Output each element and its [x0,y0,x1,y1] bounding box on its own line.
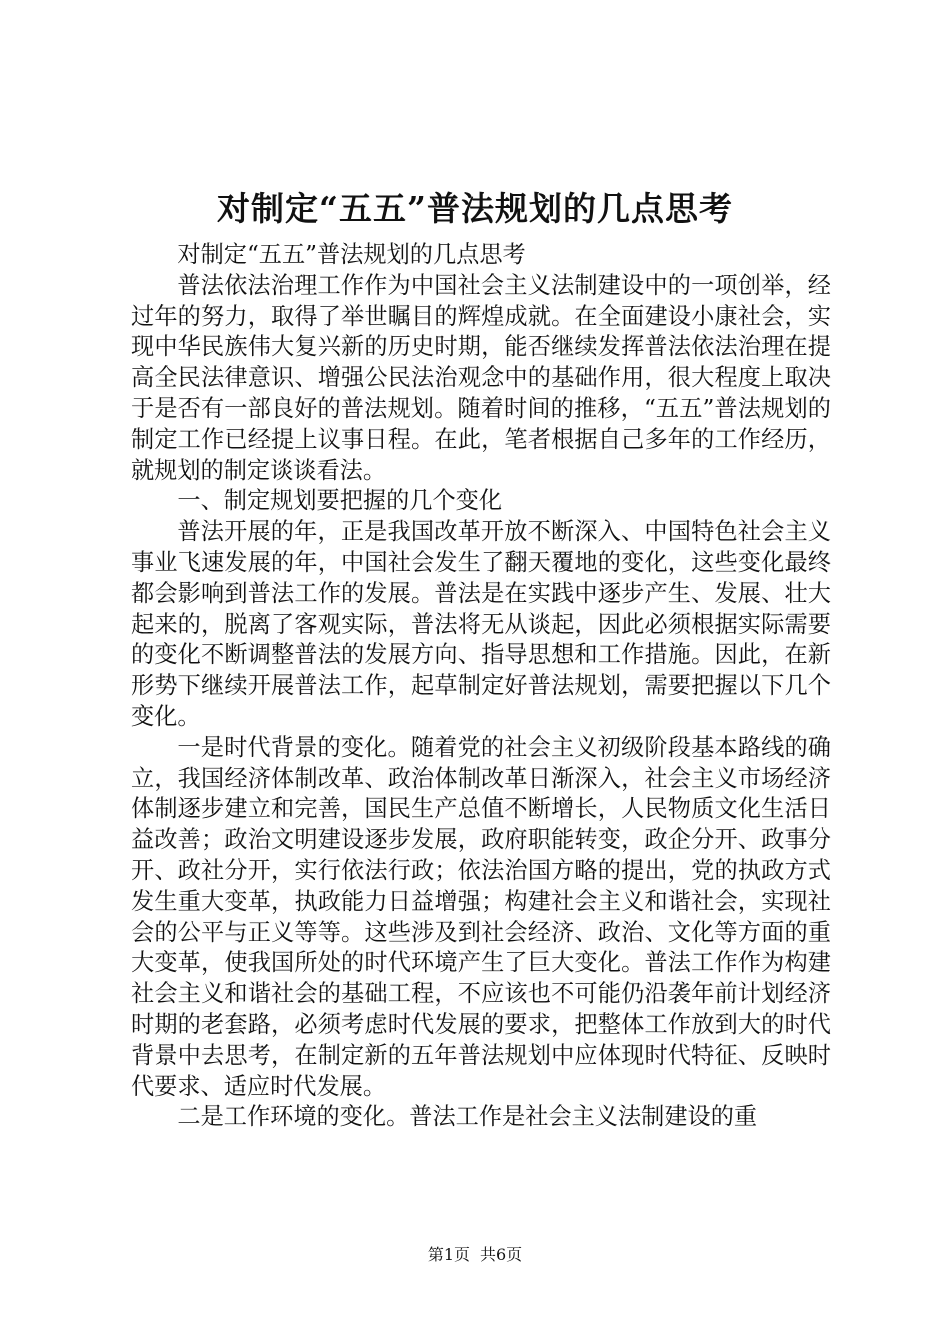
paragraph-era-background: 一是时代背景的变化。随着党的社会主义初级阶段基本路线的确立，我国经济体制改革、政治体制改革日渐深入，社会主义市场经济体制逐步建立和完善，国民生产总值不断增长，人民物质文化生活日益改善；政治文明建设逐步发展，政府职能转变，政企分开、政事分开、政社分开，实行依法行政；依法治国方略的提出，党的执政方式发生重大变革，执政能力日益增强；构建社会主义和谐社会，实现社会的公平与正义等等。这些涉及到社会经济、政治、文化等方面的重大变革，使我国所处的时代环境产生了巨大变化。普法工作作为构建社会主义和谐社会的基础工程，不应该也不可能仍沿袭年前计划经济时期的老套路，必须考虑时代发展的要求，把整体工作放到大的时代背景中去思考，在制定新的五年普法规划中应体现时代特征、反映时代要求、适应时代发展。 [131,733,831,1100]
document-title: 对制定“五五”普法规划的几点思考 [217,189,733,228]
paragraph-intro: 普法依法治理工作作为中国社会主义法制建设中的一项创举，经过年的努力，取得了举世瞩目的辉煌成就。在全面建设小康社会，实现中华民族伟大复兴新的历史时期，能否继续发挥普法依法治理在提高全民法律意识、增强公民法治观念中的基础作用，很大程度上取决于是否有一部良好的普法规划。随着时间的推移，“五五”普法规划的制定工作已经提上议事日程。在此，笔者根据自己多年的工作经历，就规划的制定谈谈看法。 [131,271,831,484]
section-heading: 一、制定规划要把握的几个变化 [177,487,503,515]
page-number: 第1页 [427,1245,470,1264]
document-body [131,240,831,1133]
paragraph-work-environment: 二是工作环境的变化。普法工作是社会主义法制建设的重 [177,1103,758,1131]
paragraph-changes: 普法开展的年，正是我国改革开放不断深入、中国特色社会主义事业飞速发展的年，中国社会发生了翻天覆地的变化，这些变化最终都会影响到普法工作的发展。普法是在实践中逐步产生、发展、壮大起来的，脱离了客观实际，普法将无从谈起，因此必须根据实际需要的变化不断调整普法的发展方向、指导思想和工作措施。因此，在新形势下继续开展普法工作，起草制定好普法规划，需要把握以下几个变化。 [131,518,831,730]
page-footer [0,1244,950,1266]
paragraph-subtitle: 对制定“五五”普法规划的几点思考 [177,241,526,268]
page-total: 共6页 [480,1245,523,1264]
